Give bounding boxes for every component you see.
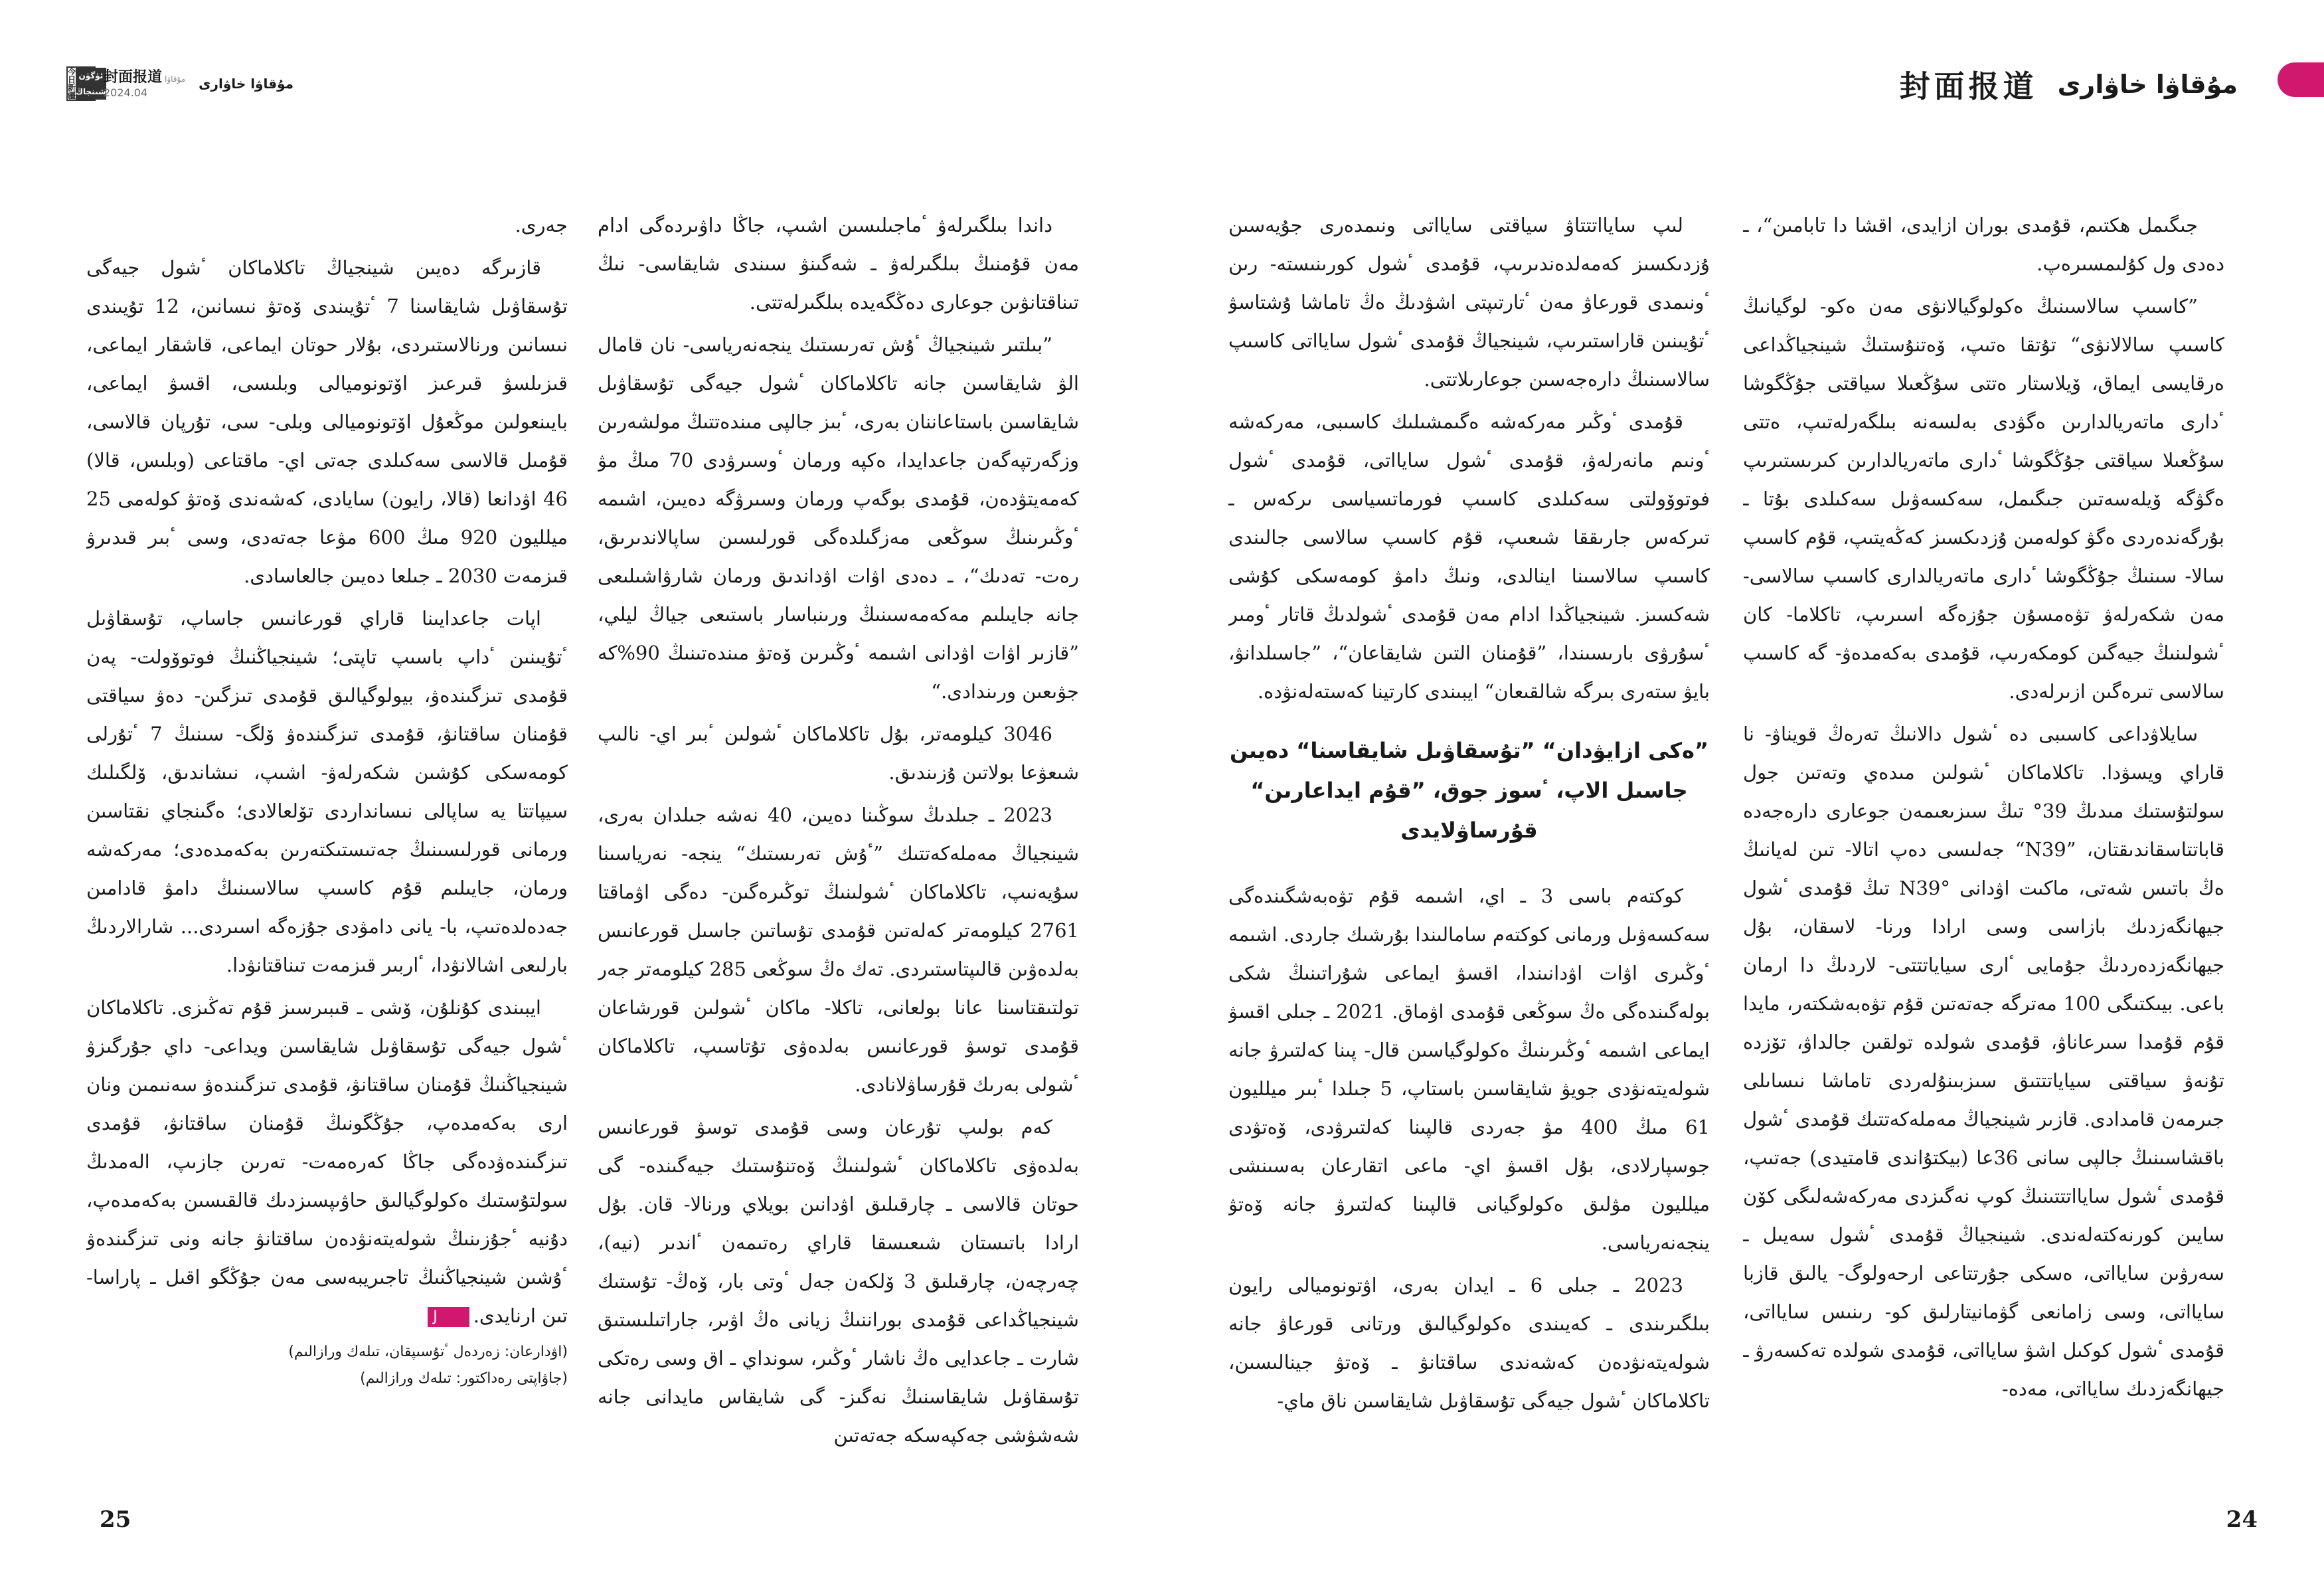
paragraph: جىگىمل ھكتىم، قۇمدى بوران ازايدى، اقشا دا تابامىن“، ـ دەدى ول كۇلىمسىرەپ.	[1743, 214, 2224, 275]
credits	[86, 1339, 568, 1392]
magazine-logo: 今日 ئۈگۈن 新疆 شىنجاڭ	[68, 67, 106, 100]
left-page-header	[66, 66, 293, 101]
right-page-header	[1900, 62, 2238, 106]
right-page-column-left	[1228, 206, 1710, 1501]
paragraph: كەم بولىپ تۇرعان وسى قۇمدى توسۋ قورعانىس بەلدەۋى تاكلاماكان ٴشولىنىڭ ۆەتنۇستىك جيەگىندە- گى حوتان قالاسى ـ چارقىلىق اۋدانىن بويلاي ورنالا- قان. بۇل ارادا باتىستان شىعىسقا قاراي رەتىمەن ٴاندىر (نيە)، چەرچەن، چارقىلىق 3 ۆلكەن جەل ٴوتى بار، ۆەڭ- تۇستىك شينجياڭداعى قۇمدى بوراننىڭ زيانى ەڭ اۋىر، جاراتىلىستىق شارت ـ جاعدايى ەڭ ناشار ٴوڭىر، سونداي ـ اق وسى رەتكى تۇسقاۋىل شايقاسنىڭ نەگىز- گى شايقاس مايدانى جانە شەشۋشى جەكپەسكە جەتەتىن	[598, 1116, 1079, 1447]
end-mark-icon: J	[428, 1307, 469, 1327]
paragraph: جەرى.	[515, 214, 568, 236]
paragraph: اپات جاعدايىنا قاراي قورعانىس جاساپ، تۇسقاۋىل ٴتۇيىنىن ٴداپ باسىپ تاپتى؛ شينجياڭنىڭ فوتوۆولت- پەن قۇمدى تىزگىندەۋ، بيولوگيالىق قۇمدى تىزگىن- دەۋ سياقتى قۇمنان ساقتانۋ، قۇمدى تىزگىندەۋ ۆلگ- سىنىڭ 7 ٴتۇرلى كومەسكى كۇشىن شكەرلەۋ- اشىپ، نىشاندىق، ۆلگىلىك سيپاتتا يە ساپالى نىسانداردى تۆلعالادى؛ ەگىنجاي نقتاسىن ورمانى قورلىسىنىڭ جەتىستىكتەرىن بەكەمدەدى؛ مەركەشە ورمان، جايىلىم قۇم كاسىپ سالاسىنىڭ دامۋ قادامىن جەدەلدەتىپ، با- يانى دامۋدى جۇزەگە اسىردى... شارالاردىڭ بارلىعى اشالانۋدا، ٴاربىر قىزمەت تىناقتانۋدا.	[86, 607, 568, 976]
page-number-left: 25	[100, 1506, 131, 1533]
paragraph: سايلاۋداعى كاسىبى دە ٴشول دالانىڭ تەرەڭ قويناۋ- نا قاراي ويسۋدا. تاكلاماكان ٴشولىن مىدەي وتەتىن جول سولتۇستىك مىدىڭ 39° تىڭ سىزىعىمەن جوعارى دارەجەدە قاباتتاسقاندىقتان، ”N39“ جەلىسى دەپ اتالا- تىن لەيانىڭ ەڭ باتىس شەتى، ماكىت اۋدانى N39° تىڭ قۇمدى ٴشول جيھانگەزدىك بازاسى وسى ارادا ورنا- لاسقان، بۇل جيھانگەزدەردىڭ جۇمايى ٴارى سياياتتتى- لاردىڭ دا ارمان باعى. بيىكتىگى 100 مەترگە جەتەتىن قۇم تۋەبەشكتەر، مايدا قۇم قۇمدا سىرعاناۋ، قۇمدى شولدە تولقىن جالداۋ، تۆزدە تۇنەۋ سياقتى سياياتتتىق سىزبىنۇلەردى تاماشا نىساىلى جىرمەن قامدادى. قازىر شينجياڭ مەملەكەتتىك قۇمدى ٴشول باقشاسىنىڭ جالپى سانى 36عا (بيكتۇاندى قامتيدى) جەتىپ، قۇمدى ٴشول سايااتتتىنىڭ كوپ نەگىزدى مەركەشەلىگى كۆن سايىن كورنەكتەلەندى. شينجياڭ قۇمدى ٴشول سەيىل ـ سەرۋىن سايااتى، ەسكى جۇرتتاعى ارحەولوگ- يالىق قازبا سايااتى، وسى زامانعى گۋمانيتارلىق كو- رىنىس سايااتى، قۇمدى ٴشول كوكىل اشۋ سايااتى، قۇمدى شولدە تەكسەرۋ ـ جيھانگەزدىك سايااتى، مەدە-	[1743, 723, 2224, 1400]
section-title: مۇقاۋا خاۋارى	[199, 76, 294, 92]
right-page-column-right	[1743, 206, 2224, 1501]
brand-block	[104, 69, 185, 99]
left-page-column-left	[86, 206, 568, 1501]
section-title: مۇقاۋا خاۋارى	[2057, 70, 2238, 99]
paragraph: داندا بىلگىرلەۋ ٴماجىلىسىن اشىپ، جاڭا داۋىردەگى ادام مەن قۇمنىڭ بىلگىرلەۋ ـ شەگىنۋ سىندى شايقاسى- نىڭ تىناقتانۋىن جوعارى دەڭگەيدە بىلگىرلەتتى.	[598, 214, 1079, 313]
paragraph: 2023 ـ جىلى 6 ـ ايدان بەرى، اۋتونوميالى رايون بىلگىرىندى ـ كەيىندى ەكولوگيالىق ورتانى قورعاۋ جانە شولەيتەنۋدەن كەشەندى ساقتانۋ ـ ۆەتۋ جينالىسىن، تاكلاماكان ٴشول جيەگى تۇسقاۋىل شايقاسىن ناق ماي-	[1228, 1274, 1710, 1412]
closing-paragraph: ايبىندى كۇنلۇن، ۆشى ـ قىبىرسىز قۇم تەڭىزى. تاكلاماكان ٴشول جيەگى تۇسقاۋىل شايقاسىن ويداعى- داي جۇرگىزۋ شينجياڭنىڭ قۇمنان ساقتانۋ، قۇمدى تىزگىندەۋ سەنىمىن ونان ارى بەكەمدەپ، جۇڭگونىڭ قۇمنان ساقتانۋ، قۇمدى تىزگىندەۋدەگى جاڭا كەرەمەت- تەرىن جازىپ، الەمدىڭ سولتۇستىك ەكولوگيالىق حاۋىپسىزدىك قالقىسىن بەكەمدەپ، دۇنيە ٴجۇزىنىڭ شولەيتەنۋدەن ساقتانۋ جانە ونى تىزگىندەۋ ٴۇشىن شينجياڭنىڭ تاجىريبەسى مەن جۇڭگو اقىل ـ پاراسا- تىن ارنايدى.	[86, 996, 568, 1327]
paragraph	[86, 988, 568, 1335]
issue-date: 2024.04	[104, 86, 148, 99]
brand-title: 封面报道	[1899, 68, 2038, 104]
page-number-right: 24	[2226, 1506, 2258, 1533]
paragraph: قازىرگە دەيىن شينجياڭ تاكلاماكان ٴشول جيەگى تۇسقاۋىل شايقاسنا 7 ٴتۇيىندى ۆەتۋ نىسانىن، 12 تۇيىندى نىسانىن ورنالاستىردى، بۇلار حوتان ايماعى، قاشقار ايماعى، قىزىلسۋ قىرعىز اۆتونوميالى وبلىسى، اقسۋ ايماعى، بايىنعولىن موڭعۇل اۆتونوميالى وبلى- سى، تۇرپان قالاسى، قۇمىل قالاسى سەكىلدى جەتى اي- ماقتاعى (وبلىس، قالا) 46 اۋدانعا (قالا، رايون) سايادى، كەشەندى ۆەتۋ كولەمى 25 ميلليون 920 مىڭ 600 مۋعا جەتەدى، وسى ٴبىر قىدىرۋ قىزمەت 2030 ـ جىلعا دەيىن جالعاسادى.	[86, 256, 568, 587]
paragraph: ”كاسىپ سالاسىنىڭ ەكولوگيالانۋى مەن ەكو- لوگيانىڭ كاسىپ سالالانۋى“ تۇتقا ەتىپ، ۆەتنۇستىڭ شينجياڭداعى ەرقايسى ايماق، ۆيلاستار ەتتى سۇڭعىلا سياقتى جۇڭگوشا ٴدارى ماتەريالدارىن ەگۋدى بەلسەنە بىلگەرلەتىپ، ەتتى سۇڭعىلا سياقتى جۇڭگوشا ٴدارى ماتەريالدارىن كىرىستىرىپ ەگۋگە ۆيلەسەتىن جىگىمل، سەكسەۋىل سەكىلدى بۇتا ـ بۇرگەندەردى ەگۋ كولەمىن ۇزدىكسىز كەڭەيتىپ، قۇم كاسىپ سالا- سىنىڭ جۇڭگوشا ٴدارى ماتەريالدارى كاسىپ سالاسى- مەن شكەرلەۋ تۋەمسۇن جۇزەگە اسىرىپ، تاكلاما- كان ٴشولىنىڭ جيەگىن كومكەرىپ، قۇمدى بەكەمدەۋ- گە كاسىپ سالاسى تىرەگىن ازىرلەدى.	[1743, 295, 2224, 703]
paragraph: 2023 ـ جىلدىڭ سوڭىنا دەيىن، 40 نەشە جىلدان بەرى، شينجياڭ مەملەكەتتىك ”ٴۇش تەرىستىك“ ينجە- نەرياسىنا سۇيەنىپ، تاكلاماكان ٴشولىنىڭ توڭىرەگىن- دەگى اۋماقتا 2761 كيلومەتر كەلەتىن قۇمدى تۇساتىن جاسىل قورعانىس بەلدەۋىن قالىپتاستىردى. تەك ەڭ سوڭعى 285 كيلومەتر جەر تولتىقتاسنا عانا بولعانى، تاكلا- ماكان ٴشولىن قورشاعان قۇمدى توسۋ قورعانىس بەلدەۋى تۇتاسىپ، تاكلاماكان ٴشولى بەرىك قۇرساۋلانادى.	[598, 804, 1079, 1096]
brand-subtitle: مۇقاۋا	[165, 74, 186, 84]
right-page	[1162, 0, 2324, 1588]
left-page-column-right	[598, 206, 1079, 1501]
brand-title: 封面报道	[104, 68, 163, 86]
editor-credit: (جاۋاپتى رەداكتور: تىلەك ورازالىم)	[360, 1370, 568, 1387]
section-tab-marker	[2278, 62, 2324, 97]
paragraph: لىپ سايااتتتاۋ سياقتى سايااتى ونىمدەرى جۇيەسىن ۇزدىكسىز كەمەلدەندىرىپ، قۇمدى ٴشول كورىنىستە- رىن ٴونىمدى قورعاۋ مەن ٴتارتىپتى اشۋدىڭ ەڭ تاماشا ۇشتاسۋ ٴتۇيىنىن قاراستىرىپ، شينجياڭ قۇمدى ٴشول سايااتى كاسىپ سالاسىنىڭ دارەجەسىن جوعارىلاتتى.	[1228, 214, 1710, 391]
paragraph: 3046 كيلومەتر، بۇل تاكلاماكان ٴشولىن ٴبىر اي- نالىپ شىعۋعا بولاتىن ۇزىندىق.	[598, 723, 1079, 784]
section-subheading: ”ەكى ازايۋدان“ ”تۇسقاۋىل شايقاسنا“ دەيىن جاسىل الاپ، ٴسوز جوق، ”قۇم ايداعارىن“ قۇرساۋلايدى	[1229, 738, 1709, 843]
paragraph: كوكتەم باسى 3 ـ اي، اشىمە قۇم تۋەبەشگىندەگى سەكسەۋىل ورمانى كوكتەم سامالىندا بۇرشىك جاردى. اشىمە ٴوڭىرى اۋات اۋدانىندا، اقسۋ ايماعى شۇراتىنىڭ شكى بولەگىندەگى ەڭ سوڭعى قۇمدى اۋماق. 2021 ـ جىلى اقسۋ ايماعى اشىمە ٴوڭىرىنىڭ ەكولوگياسىن قال- پىنا كەلتىرۋ جانە شولەيتەنۋدى جويۋ شايقاسىن باستاپ، 5 جىلدا ٴبىر ميلليون 61 مىڭ 400 مۋ جەردى قالپىنا كەلتىرۋدى، ۆەتۋدى جوسپارلادى، بۇل اقسۋ اي- ماعى اتقارعان بەسىنشى ميلليون مۋلىق ەكولوگيانى قالپىنا كەلتىرۋ جانە ۆەتۋ ينجەنەرياسى.	[1228, 885, 1710, 1254]
paragraph: قۇمدى ٴوڭىر مەركەشە ەگىمشىلىك كاسىبى، مەركەشە ٴونىم مانەرلەۋ، قۇمدى ٴشول سايااتى، قۇمدى ٴشول فوتوۆولتى سەكىلدى كاسىپ فورماتسياسى ىركەس ـ تىركەس جارىققا شىعىپ، قۇم كاسىپ سالاسى جالىندى كاسىپ سالاسىنا اينالدى، ونىڭ دامۋ كومەسكى كۇشى شەكسىز. شينجياڭدا ادام مەن قۇمدى ٴشولدىڭ قاتار ٴومىر ٴسۇرۋى بارىسىندا، ”قۇمنان التىن شايقاعان“، ”جاسىلدانۋ، بايۋ ستەرى بىرگە شالقىعان“ ايبىندى كارتينا كەستەلەنۋدە.	[1228, 410, 1710, 703]
paragraph: ”بىلتىر شينجياڭ ٴۇش تەرىستىك ينجەنەرياسى- نان قامال الۋ شايقاسىن جانە تاكلاماكان ٴشول جيەگى تۇسقاۋىل شايقاسىن باستاعاننان بەرى، ٴبىز جالپى مىندەتتىڭ مولشەرىن وزگەرتپەگەن جاعدايدا، ەكپە ورمان ٴوسىرۋدى 70 مىڭ مۋ كەمەيتۋدەن، قۇمدى بوگەپ ورمان وسىرۋگە دەيىن، اشىمە ٴوڭىرىنىڭ سوڭعى مەزگىلدەگى قورلىسىن ساپالاندىرىق، رەت- تەدىك“، ـ دەدى اۋات اۋداندىق ورمان شارۋاشىلىعى جانە جايىلىم مەكەمەسىنىڭ ورىنباسار باستىعى جياڭ ليلي، ”قازىر اۋات اۋدانى اشىمە ٴوڭىرىن ۆەتۋ مىندەتىنىڭ 90%كە جۋىعىن ورىندادى.“	[598, 333, 1079, 703]
translator-credit: (اۋدارعان: زەردەل ٴتۇسىپقان، تىلەك ورازالىم)	[288, 1344, 568, 1360]
